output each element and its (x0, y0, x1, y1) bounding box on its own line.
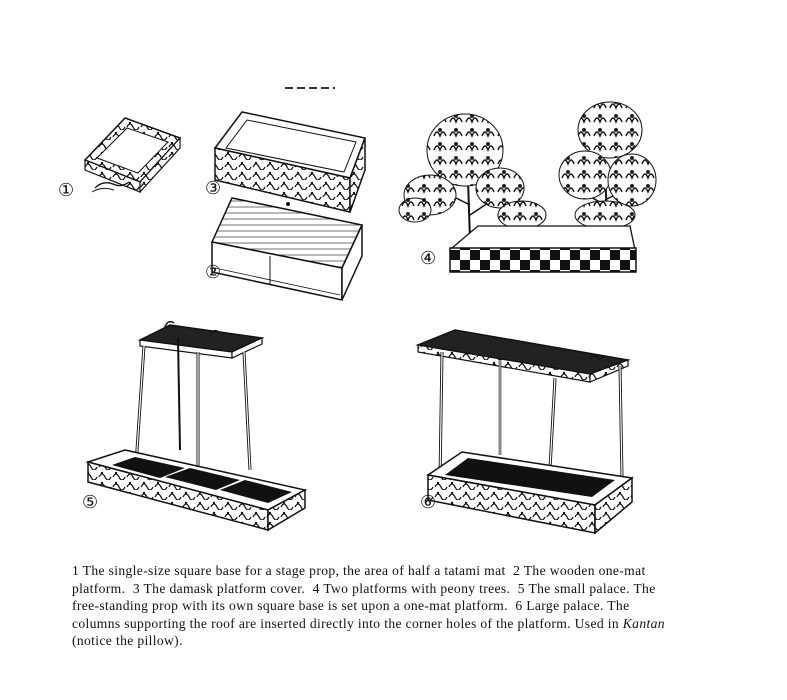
figure-number-2: ② (205, 262, 222, 283)
figure-number-3: ③ (205, 178, 222, 199)
caption-item-5-num: 5 (517, 580, 525, 596)
figure-4-platforms-with-peony-trees (399, 102, 656, 272)
caption-item-2-text: The wooden one-mat platform. (72, 563, 646, 596)
caption-closing: (notice the pillow). (72, 633, 183, 649)
caption-item-3-text: The damask platform cover. (143, 580, 306, 596)
caption-item-4-text: Two platforms with peony trees. (323, 580, 511, 596)
caption-item-3-num: 3 (132, 580, 141, 596)
figure-number-5: ⑤ (82, 492, 99, 513)
figure-caption (72, 562, 672, 650)
caption-item-2-num: 2 (513, 563, 521, 578)
figure-2-wooden-platform (212, 198, 362, 300)
figure-6-large-palace (418, 330, 632, 533)
figure-3-damask-cover (215, 112, 365, 212)
caption-item-6-text: Large palace. The columns supporting the roof are inserted directly into the corner holes of the platform. Used in (72, 598, 630, 631)
figure-number-1: ① (58, 180, 75, 201)
caption-play-title: Kantan (622, 615, 665, 631)
figure-1-square-base (85, 118, 180, 192)
figure-number-6: ⑥ (420, 492, 437, 513)
caption-item-4-num: 4 (312, 580, 320, 596)
figure-5-small-palace (88, 322, 305, 530)
caption-item-1-text: The single-size square base for a stage prop, the area of half a tatami mat (82, 563, 506, 578)
caption-item-6-num: 6 (515, 598, 523, 614)
figure-number-4: ④ (420, 248, 437, 269)
caption-item-5-text: The small palace. The free-standing prop with its own square base is set upon a one-mat platform. (72, 580, 656, 614)
caption-item-1-num: 1 (72, 563, 80, 578)
